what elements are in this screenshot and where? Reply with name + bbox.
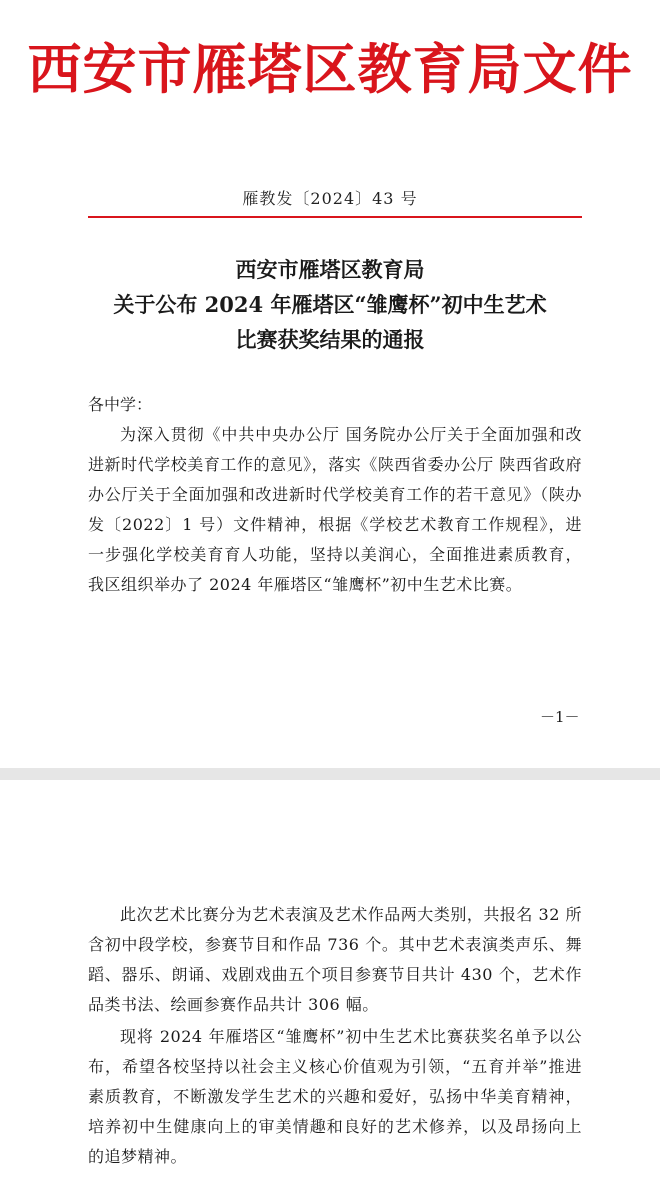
notice-title (60, 252, 600, 357)
notice-title-line-1: 西安市雁塔区教育局 (235, 257, 425, 282)
body-paragraph-1: 为深入贯彻《中共中央办公厅 国务院办公厅关于全面加强和改进新时代学校美育工作的意见》，落实《陕西省委办公厅 陕西省政府办公厅关于全面加强和改进新时代学校美育工作的若干意见》（陕办发〔2022〕1 号）文件精神，根据《学校艺术教育工作规程》，进一步强化学校美育育人功能，坚持以美润心，全面推进素质教育，我区组织举办了 2024 年雁塔区“雏鹰杯”初中生艺术比赛。 (88, 425, 582, 594)
salutation: 各中学： (88, 395, 153, 414)
page-separator (0, 768, 660, 780)
notice-title-line-2: 关于公布 2024 年雁塔区“雏鹰杯”初中生艺术 (113, 292, 547, 317)
notice-title-line-3: 比赛获奖结果的通报 (235, 327, 425, 352)
red-divider-line (88, 216, 582, 218)
body-paragraph-3: 现将 2024 年雁塔区“雏鹰杯”初中生艺术比赛获奖名单予以公布，希望各校坚持以社会主义核心价值观为引领，“五育并举”推进素质教育，不断激发学生艺术的兴趣和爱好，弘扬中华美育精神，培养初中生健康向上的审美情趣和良好的艺术修养，以及昂扬向上的追梦精神。 (88, 1027, 582, 1166)
document-number: 雁教发〔2024〕43 号 (242, 189, 418, 208)
page-number: －1－ (540, 708, 580, 726)
document-header-title: 西安市雁塔区教育局文件 (27, 38, 633, 101)
body-paragraph-2: 此次艺术比赛分为艺术表演及艺术作品两大类别，共报名 32 所含初中段学校，参赛节目和作品 736 个。其中艺术表演类声乐、舞蹈、器乐、朗诵、戏剧戏曲五个项目参赛节目共计 430 个，艺术作品类书法、绘画参赛作品共计 306 幅。 (88, 905, 582, 1014)
